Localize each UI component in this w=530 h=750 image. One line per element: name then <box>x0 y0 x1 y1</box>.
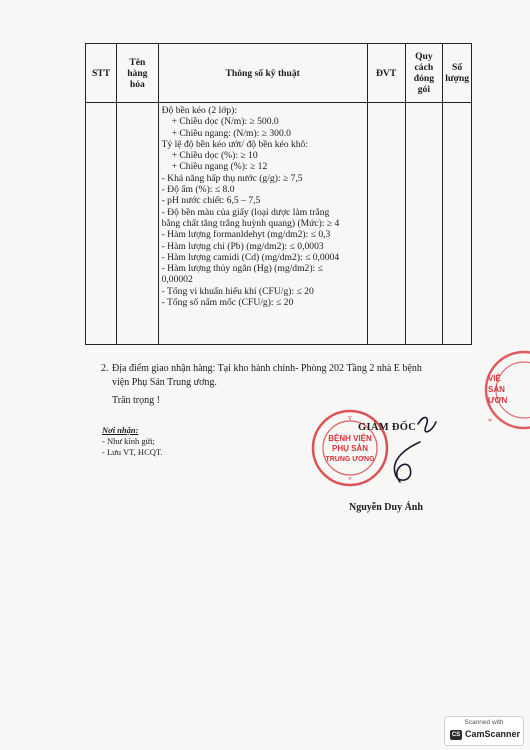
cell-qty <box>443 103 472 345</box>
camscanner-badge <box>444 716 524 746</box>
svg-text:*: * <box>348 476 352 484</box>
spec-line: Tỷ lệ độ bền kéo ướt/ độ bền kéo khô: <box>161 138 308 150</box>
header-qty: Số lượng <box>443 44 472 103</box>
svg-text:Y: Y <box>347 416 353 422</box>
spec-line: - Độ ẩm (%): ≤ 8.0 <box>161 184 235 196</box>
item-number: 2. <box>101 363 109 374</box>
recipient-item: - Lưu VT, HCQT. <box>102 447 163 457</box>
delivery-location <box>101 362 432 390</box>
spec-line: + Chiều ngang (%): ≥ 12 <box>171 161 268 173</box>
stamp-line: SẢN <box>488 385 505 394</box>
spec-line: - Hàm lượng thủy ngân (Hg) (mg/dm2): ≤ <box>161 263 323 275</box>
stamp-line: TRUNG ƯƠNG <box>325 456 375 463</box>
spec-line: + Chiều dọc (N/m): ≥ 500.0 <box>171 116 279 128</box>
cell-pack <box>405 103 443 345</box>
signer-name: Nguyễn Duy Ánh <box>349 502 423 513</box>
header-name: Tên hàng hóa <box>117 44 158 103</box>
header-stt: STT <box>86 44 117 103</box>
spec-line: - pH nước chiết: 6,5 – 7,5 <box>161 195 261 207</box>
spec-line: - Tổng số nấm mốc (CFU/g): ≤ 20 <box>161 297 294 309</box>
handwritten-signature <box>380 412 460 492</box>
spec-line: - Hàm lượng camidi (Cd) (mg/dm2): ≤ 0,0004 <box>161 251 340 263</box>
spec-line: + Chiều dọc (%): ≥ 10 <box>171 150 258 162</box>
stamp-line: BỆNH VIỆN <box>328 434 372 443</box>
cell-name <box>117 103 158 345</box>
cell-stt <box>86 103 117 345</box>
spec-line: - Độ bền màu của giấy (loại dược làm trắng <box>161 206 330 218</box>
spec-line: Độ bền kéo (2 lớp): <box>161 105 237 116</box>
spec-line: - Khả năng hấp thụ nước (g/g): ≥ 7,5 <box>161 172 303 184</box>
spec-line: - Hàm lượng formanldehyt (mg/dm2): ≤ 0,3 <box>161 229 331 241</box>
table-header-row <box>86 44 472 103</box>
recipient-item: - Như kính gửi; <box>102 436 155 446</box>
spec-line: + Chiều ngang: (N/m): ≥ 300.0 <box>171 127 291 139</box>
header-unit: ĐVT <box>367 44 405 103</box>
spec-table <box>85 43 472 345</box>
hospital-stamp <box>310 408 390 488</box>
camscanner-brand: CamScanner <box>465 729 521 739</box>
delivery-location-text: Địa điểm giao nhận hàng: Tại kho hành chính- Phòng 202 Tầng 2 nhà E bệnh viện Phụ Sản Trung ương. <box>112 363 422 388</box>
recipients-block <box>102 425 163 458</box>
svg-text:*: * <box>488 417 492 426</box>
stamp-line: VIỆ <box>488 374 501 383</box>
closing-text: Trân trọng ! <box>112 395 160 406</box>
stamp-line: PHỤ SẢN <box>331 444 369 453</box>
partial-stamp <box>476 348 530 432</box>
header-spec: Thông số kỹ thuật <box>158 44 367 103</box>
cell-spec <box>158 103 367 345</box>
camscanner-label: Scanned with <box>464 719 504 726</box>
table-row <box>86 103 472 345</box>
cell-unit <box>367 103 405 345</box>
director-title: GIÁM ĐỐC <box>358 422 417 433</box>
spec-line: bằng chất tăng trắng huỳnh quang) (Mức): ≥ 4 <box>161 217 340 229</box>
stamp-line: ƯƠN <box>488 396 508 405</box>
header-pack: Quy cách đóng gói <box>405 44 443 103</box>
cs-icon: CS <box>451 732 461 738</box>
spec-line: 0,00002 <box>161 274 193 286</box>
spec-line: - Hàm lượng chì (Pb) (mg/dm2): ≤ 0,0003 <box>161 240 324 252</box>
recipients-title: Nơi nhận: <box>102 425 139 435</box>
spec-line: - Tổng vi khuẩn hiếu khí (CFU/g): ≤ 20 <box>161 285 314 297</box>
